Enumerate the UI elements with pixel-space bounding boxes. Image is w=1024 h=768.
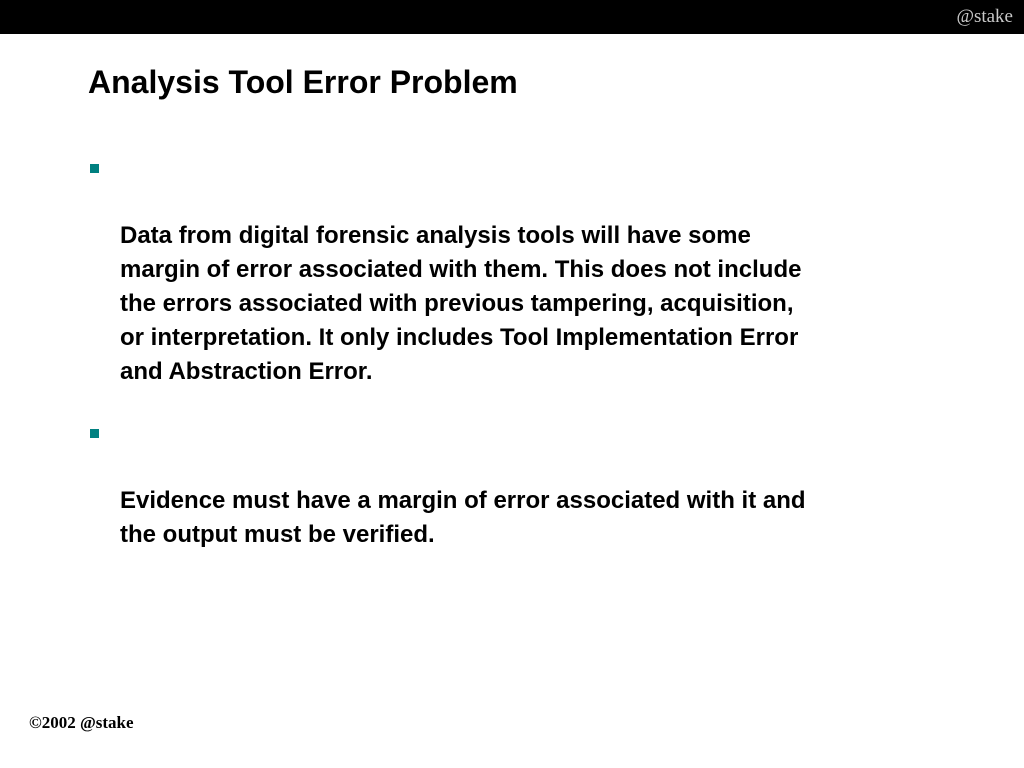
copyright-footer: ©2002 @stake xyxy=(29,713,134,732)
slide-title: Analysis Tool Error Problem xyxy=(88,64,518,100)
brand-label: @stake xyxy=(956,6,1013,27)
square-bullet-icon xyxy=(90,164,99,173)
bullet-item xyxy=(88,416,948,552)
bullet-text: Evidence must have a margin of error associated with it and the output must be verified. xyxy=(120,487,806,548)
bullet-list xyxy=(88,151,948,579)
bullet-text: Data from digital forensic analysis tools will have some margin of error associated with them. This does not include the errors associated with previous tampering, acquisition, or interpretation. It only includes Tool Implementation Error and Abstraction Error. xyxy=(120,222,802,385)
bullet-item xyxy=(88,151,948,389)
square-bullet-icon xyxy=(90,429,99,438)
header-bar xyxy=(0,0,1024,34)
